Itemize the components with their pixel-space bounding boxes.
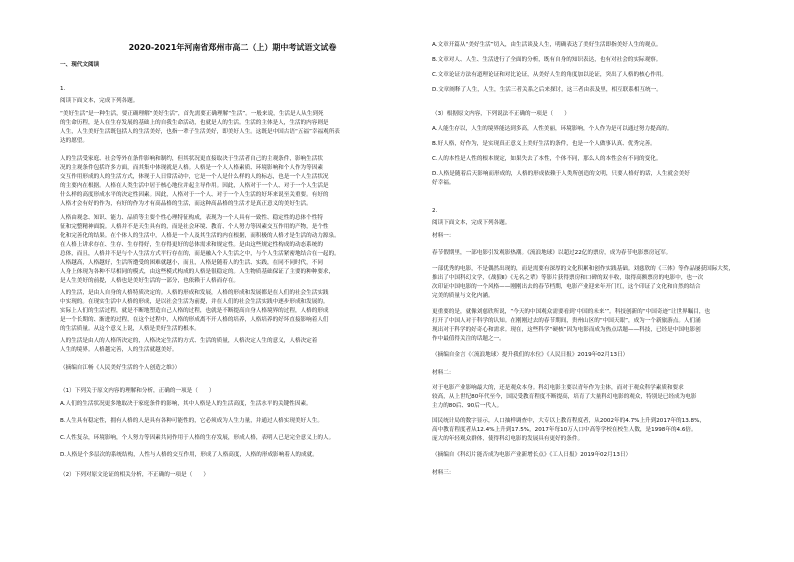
left-text-line: “美好生活”是一种生活，要正确理解“美好生活”，首先需要正确理解“生活”。一般来说，生活是人从生到死 <box>60 111 324 117</box>
left-text-line: 1. <box>60 86 66 92</box>
right-text-line: 作中最值得关注的话题之一。 <box>432 336 505 342</box>
left-text-line: 人的生活，是由人自身的人格特质决定的。人格的形成和发展，人格的形成和发展都是在人们的社会生活实践 <box>60 290 329 296</box>
right-text-line: （摘编自金言《〈流浪地球〉提升我们的水位》《人民日报》2019年02月13日） <box>432 352 629 358</box>
left-text-line: 的生命历程，是人在生存发展的基础上的自我生命活动，也就是人的生活。生活的主体是人，生活的内容则是 <box>60 120 329 126</box>
right-text-line: D.人格是随着后天影响而形成的，人格的形成依赖于人类所创造的文明，只要人格好的话，人生就会美好 <box>432 171 690 177</box>
right-text-line: D.文章阐释了人生，人生，生活三者关系之后来探讨，这三者由表及里，相互联系相互统一。 <box>432 87 662 93</box>
right-text-line: 主力的80后、90后一代人。 <box>432 403 503 409</box>
right-text-line: 完美的质量与文化内涵。 <box>432 293 494 299</box>
right-text-line: （3）根据原文内容，下列说法不正确的一项是（ ） <box>432 111 570 117</box>
right-text-line: 庞大的年轻观众群体，使得科幻电影的发展具有更好的条件。 <box>432 436 584 442</box>
left-text-line: 什么样的高度形成水平的决定性因素。因此，人格对于一个人、对于一个人生活的好坏来说至关重要。有好的 <box>60 192 329 198</box>
left-text-line: 人身上体现为各种不尽相同的模式，由这些模式构成的人格是很稳定的。人生物质基础保证了主要的种种要求， <box>60 269 335 275</box>
left-text-line: 人生，人生美好生活既包括人的生活美好，也指一辈子生活美好，即美好人生。这既是中国古语“五福”幸福观所表 <box>60 129 340 135</box>
right-text-line: 好幸福。 <box>432 180 455 186</box>
left-text-line: 人生的境界。人格越完善，人的生活就越美好。 <box>60 347 178 353</box>
right-text-line: 材料二： <box>432 370 455 376</box>
left-text-line: 人格越高，人格越好，生活所遭受的困难就越小，而且，人格是随着人的生活、实践，在同不同时代，不同 <box>60 260 323 266</box>
left-text-line: 中实现的。在现实生活中人格的形成，是以社会生活为前提，并在人们的社会生活实践中逐步形成和发展的。 <box>60 299 329 305</box>
right-text-line: 春节假期里，一部电影引发观影热潮。《流浪地球》以超过22亿的票房，成为春节电影票房冠军。 <box>432 250 672 256</box>
right-text-line: 次印证中国电影的一个风格——刚刚出去的春节档期，电影产业迎来年开门红，这个印证了文化和自然的结合 <box>432 284 701 290</box>
right-text-line: 对于电影产业影响最大的，还是观众本身。科幻电影主要以青年作为主体，而对于观众科学素质和要求 <box>432 385 684 391</box>
right-text-line: 打开了中国人对于科学的认知。在刚刚过去的春节期间，贵州山区的“中国天眼”，成为一个新旅游点。人们涌 <box>432 318 701 324</box>
right-text-line: 现出对于科学的好奇心和需求。现在，这些科学“硬核”因为电影而成为热点话题——科技，已经是中国电影创 <box>432 327 701 333</box>
left-text-line: 征和完整精神面貌。人格并不是天生具有的，而是社会环境、教育、个人努力等因素交互作用的产物，是个性 <box>60 224 329 230</box>
left-text-line: D.人格是个多层次的系统结构，人性与人格的交互作用，形成了人格高度，人格的形成影响着人的成就。 <box>60 452 318 458</box>
right-text-line: 国民统计局的数字显示，人口抽样调查中，大专以上教育程度者，从2002年的4.7%上升到2017年的13.8%， <box>432 418 706 424</box>
right-text-line: 高中教育程度者从12.4%上升到17.5%，2017年每10万人口中高等学校在校生人数，是1998年的4.6倍。 <box>432 427 697 433</box>
left-text-line: 的生活质量。从这个意义上说，人格是美好生活的根本。 <box>60 326 200 332</box>
right-text-line: B.文章对人、人生、生活进行了全面的分析，既有自身的知识表达，也有对社会的实际观察。 <box>432 57 662 63</box>
right-text-line: 一部优秀的电影，不是偶然出现的，而是需要有深厚的文化积累和创作实践基础。刘慈欣的《三体》等作品屡获国际大奖， <box>432 266 735 272</box>
left-text-line: B.人生具有稳定性，拥有人格的人是具有各种可能性的，它必须成为人生力量，并通过人格实现美好人生。 <box>60 418 323 424</box>
left-text-line: A.人们的生活状况更多地取决于家庭条件的影响，其中人格是人的生活高度，生活水平的关键性因素。 <box>60 401 312 407</box>
right-text-line: 材料三： <box>432 470 455 476</box>
right-text-line: A.文章开篇从“美好生活”切入，由生活谈及人生，明确表达了美好生活即指美好人生的观点。 <box>432 42 662 48</box>
right-text-line: A.人能生存以，人生的境界能达到多高，人性美丽，环境影响，个人作为是可以通过努力提高的。 <box>432 126 673 132</box>
right-text-line: 2. <box>432 208 438 214</box>
right-text-line: B.好人格，好作为，是实现真正意义上美好生活的条件，也是一个人做事认真、优秀完善。 <box>432 141 656 147</box>
left-text-line: C.人性复杂，环境影响，个人努力等因素共同作用于人格的生存发展，形成人格，表明人已是完全意义上的人。 <box>60 435 335 441</box>
right-text-line: C.人的本性是人性的根本规定，如果失去了本性，个体不同，那么人的本性会有不同的变化。 <box>432 156 662 162</box>
left-text-line: 实际上人们的生活过程，就是不断地塑造自己人格的过程，也就是不断提高自身人格境界的过程，人格的形成 <box>60 308 329 314</box>
left-text-line: 人格才会有好的作为，有好的作为才有高品格的生活，而这种高品格的生活才是真正意义的美好生活。 <box>60 201 312 207</box>
right-text-line: C.文章论证方法有道理论证和对比论证，从美好人生的角度加以论证，突出了人格的核心作用。 <box>432 72 668 78</box>
left-text-line: 总体，而且，人格并不是与个人生活方式平行存在的，而是融入个人生活之中，与个人生活紧密地结合在一起的。 <box>60 251 340 257</box>
left-text-line: 是一个长期的、渐进的过程，在这个过程中，人格的形成离不开人格的培养，人格培养的好坏直接影响着人们 <box>60 317 329 323</box>
left-text-line: （摘编自江畅《人民美好生活的个人创造之维》） <box>60 365 181 371</box>
right-text-line: 推出了中国科幻文学，《战狼Ⅱ》《无名之辈》等影片获得票房和口碑的双丰收，取得高额票房的电影中，也一次 <box>432 275 704 281</box>
right-text-line: 材料一： <box>432 233 455 239</box>
left-text-line: 人的生活受家庭、社会等外在条件影响和制约，但其状况更直接取决于生活者自己的主观条件，影响生活状 <box>60 156 323 162</box>
right-text-line: 阅读下面文本，完成下列各题。 <box>432 220 511 226</box>
left-text-line: 达的愿望。 <box>60 138 88 144</box>
right-text-line: 更重要的是，就像刘慈欣所说，“今天的中国观众需要看到‘中国的未来’”。科技创新的“中国奇迹”让世界瞩目，也 <box>432 309 711 315</box>
left-text-line: （2）下列对原文论证的相关分析，不正确的一项是（ ） <box>60 472 209 478</box>
left-text-line: 阅读下面文本，完成下列各题。 <box>60 98 139 104</box>
left-text-line: 化和完善化的结果。在个体人的生活中，人格是一个人及其生活的内在根据，而积极的人格才是生活的动力源泉。 <box>60 233 340 239</box>
left-text-line: 人的生活是由人的人格所决定的，人格决定生活的方式、生活的质量，人格决定人生的意义，人格决定着 <box>60 338 318 344</box>
left-text-line: 是人生美好的前提，人格也是美好生活的一部分，也依赖于人格而存在。 <box>60 278 240 284</box>
left-text-line: 况的主观条件包括许多方面，而其集中体现就是人格。人格是一个人人格素质、环境影响和个人作为等因素 <box>60 165 323 171</box>
right-text-line: 较高，从上世纪80年代至今，国民受教育程度不断提高，培育了大量科幻电影的观众，特别是已经成为电影 <box>432 394 697 400</box>
left-text-line: 的主要内在根据。人格在人类生活中居于核心地位并起主导作用。因此，人格对于一个人、对于一个人生活是 <box>60 183 329 189</box>
left-text-line: 一、现代文阅读 <box>60 62 100 68</box>
left-text-line: 在人格上讲求存在、生存、生存得好，生存得更好的总体需求和规定性。是由这些规定性构成的动态系统的 <box>60 242 323 248</box>
left-text-line: 交互作用形成的人的生活方式，体现于人日常活动中，它是一个人是什么样的人的标志，也是一个人生活状况 <box>60 174 329 180</box>
left-text-line: 人格由观念、知识、能力、品质等主要个性心理特征构成，表现为一个人具有一致性、稳定性的总体个性特 <box>60 215 323 221</box>
right-text-line: （摘编自《科幻片能否成为电影产业新增长点》《工人日报》2019年02月13日） <box>432 452 632 458</box>
page-title: 2020-2021年河南省郑州市高二（上）期中考试语文试卷 <box>128 43 337 52</box>
left-text-line: （1）下列关于原文内容的理解和分析，正确的一项是（ ） <box>60 388 215 394</box>
